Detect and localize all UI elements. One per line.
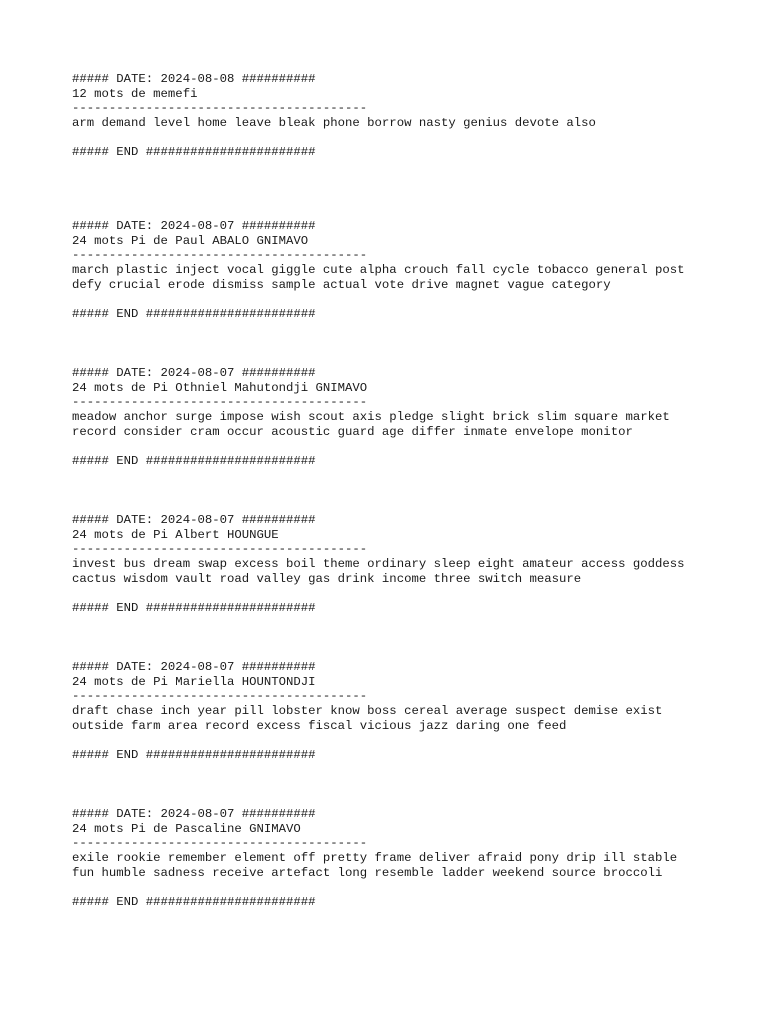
entry-date-header: ##### DATE: 2024-08-07 ########## bbox=[72, 660, 316, 674]
entry-words-line-2: cactus wisdom vault road valley gas drink income three switch measure bbox=[72, 571, 582, 586]
entry-words-line-1: march plastic inject vocal giggle cute alpha crouch fall cycle tobacco general post bbox=[72, 263, 685, 278]
blank-line bbox=[72, 586, 752, 601]
blank-line bbox=[72, 733, 752, 748]
entry-owner: 12 mots de memefi bbox=[72, 86, 198, 101]
entry bbox=[72, 366, 752, 513]
entry-separator: ---------------------------------------- bbox=[72, 395, 368, 410]
entry-separator: ---------------------------------------- bbox=[72, 101, 368, 116]
entry-words-line-1: arm demand level home leave bleak phone borrow nasty genius devote also bbox=[72, 116, 596, 131]
entry-owner: 24 mots de Pi Albert HOUNGUE bbox=[72, 527, 279, 542]
entry-end-marker: ##### END ####################### bbox=[72, 895, 316, 910]
entry-end-marker: ##### END ####################### bbox=[72, 145, 316, 160]
entry bbox=[72, 660, 752, 807]
entry-words-line-2: outside farm area record excess fiscal vicious jazz daring one feed bbox=[72, 718, 567, 733]
entry-date-header: ##### DATE: 2024-08-08 ########## bbox=[72, 72, 316, 86]
entry-date-header: ##### DATE: 2024-08-07 ########## bbox=[72, 807, 316, 821]
entry-words-line-2 bbox=[72, 131, 752, 146]
entry-end-marker: ##### END ####################### bbox=[72, 454, 316, 469]
entry-words-line-1: meadow anchor surge impose wish scout axis pledge slight brick slim square market bbox=[72, 410, 670, 425]
entry-date-header: ##### DATE: 2024-08-07 ########## bbox=[72, 513, 316, 527]
entry-words-line-1: invest bus dream swap excess boil theme ordinary sleep eight amateur access goddess bbox=[72, 557, 685, 572]
entry-separator: ---------------------------------------- bbox=[72, 542, 368, 557]
entry-separator: ---------------------------------------- bbox=[72, 836, 368, 851]
entry-end-marker: ##### END ####################### bbox=[72, 601, 316, 616]
entry-date-header: ##### DATE: 2024-08-07 ########## bbox=[72, 366, 316, 380]
entry-owner: 24 mots de Pi Othniel Mahutondji GNIMAVO bbox=[72, 380, 368, 395]
entry-date-header: ##### DATE: 2024-08-07 ########## bbox=[72, 219, 316, 233]
entry-words-line-1: draft chase inch year pill lobster know boss cereal average suspect demise exist bbox=[72, 704, 663, 719]
entry-list bbox=[72, 72, 752, 954]
entry-owner: 24 mots Pi de Paul ABALO GNIMAVO bbox=[72, 233, 309, 248]
entry bbox=[72, 513, 752, 660]
entry bbox=[72, 219, 752, 366]
blank-line bbox=[72, 880, 752, 895]
entry bbox=[72, 72, 752, 219]
entry-owner: 24 mots de Pi Mariella HOUNTONDJI bbox=[72, 674, 316, 689]
blank-line bbox=[72, 439, 752, 454]
entry-words-line-2: defy crucial erode dismiss sample actual vote drive magnet vague category bbox=[72, 277, 611, 292]
blank-line bbox=[72, 292, 752, 307]
entry-words-line-2: record consider cram occur acoustic guard age differ inmate envelope monitor bbox=[72, 424, 633, 439]
entry-words-line-1: exile rookie remember element off pretty frame deliver afraid pony drip ill stable bbox=[72, 851, 678, 866]
entry-end-marker: ##### END ####################### bbox=[72, 748, 316, 763]
entry-owner: 24 mots Pi de Pascaline GNIMAVO bbox=[72, 821, 301, 836]
entry-words-line-2: fun humble sadness receive artefact long resemble ladder weekend source broccoli bbox=[72, 865, 663, 880]
entry-end-marker: ##### END ####################### bbox=[72, 307, 316, 322]
entry-separator: ---------------------------------------- bbox=[72, 689, 368, 704]
entry bbox=[72, 807, 752, 954]
entry-separator: ---------------------------------------- bbox=[72, 248, 368, 263]
